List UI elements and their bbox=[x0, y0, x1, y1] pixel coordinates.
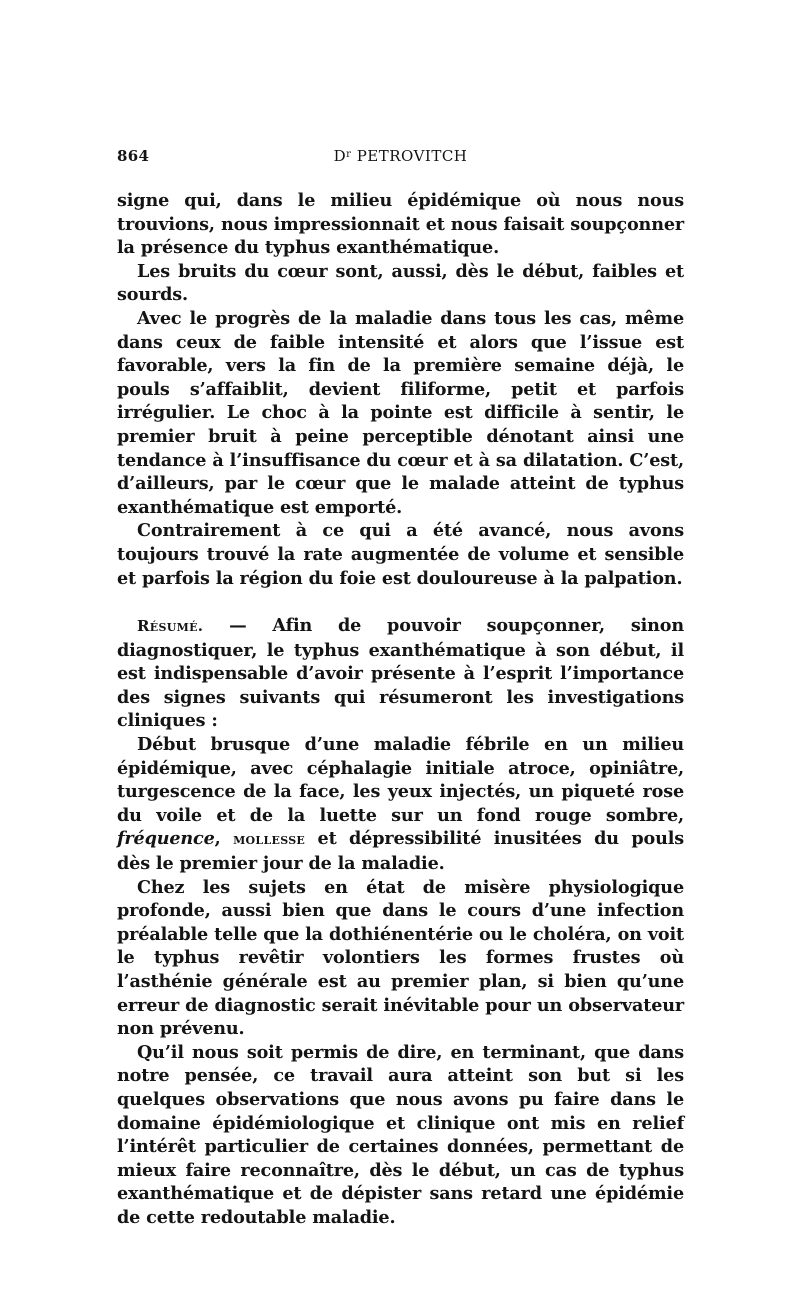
paragraph-misery: Chez les sujets en état de misère physiologique profonde, aussi bien que dans le cours d’une infection préalable telle que la dothiénentérie ou le choléra, on voit le typhus revêtir volontiers les formes frustes où l’asthénie générale est au premier plan, si bien qu’une erreur de diagnostic serait inévitable pour un observateur non prévenu. bbox=[117, 876, 684, 1040]
running-head bbox=[117, 147, 684, 165]
paragraph-debut bbox=[117, 733, 684, 876]
author-name: PETROVITCH bbox=[351, 147, 468, 165]
author-prefix: D bbox=[333, 147, 347, 165]
debut-comma: , bbox=[214, 828, 234, 850]
resume-label: Résumé. bbox=[137, 617, 204, 636]
paragraph-continuation: signe qui, dans le milieu épidémique où nous nous trouvions, nous impressionnait et nous faisait soupçonner la présence du typhus exanthématique. bbox=[117, 190, 684, 259]
frequence-emphasis: fréquence bbox=[117, 828, 215, 850]
resume-text: — Afin de pouvoir soupçonner, sinon diagnostiquer, le typhus exanthématique à son début, il est indispensable d’avoir présente à l’esprit l’importance des signes suivants qui résumeront les investigations cliniques : bbox=[117, 615, 684, 732]
paragraph-heart-sounds: Les bruits du cœur sont, aussi, dès le début, faibles et sourds. bbox=[117, 260, 684, 306]
author-title-sup: r bbox=[346, 149, 352, 160]
paragraph-pulse: Avec le progrès de la maladie dans tous les cas, même dans ceux de faible intensité et alors que l’issue est favorable, vers la fin de la première semaine déjà, le pouls s’affaiblit, devient filiforme, petit et parfois irrégulier. Le choc à la pointe est difficile à sentir, le premier bruit à peine perceptible dénotant ainsi une tendance à l’insuffisance du cœur et à sa dilatation. C’est, d’ailleurs, par le cœur que le malade atteint de typhus exanthématique est emporté. bbox=[117, 307, 684, 518]
body-text bbox=[117, 189, 684, 1230]
paragraph-conclusion: Qu’il nous soit permis de dire, en terminant, que dans notre pensée, ce travail aura atteint son but si les quelques observations que nous avons pu faire dans le domaine épidémiologique et clinique ont mis en relief l’intérêt particulier de certaines données, permettant de mieux faire reconnaître, dès le début, un cas de typhus exanthématique et de dépister sans retard une épidémie de cette redoutable maladie. bbox=[117, 1041, 684, 1228]
debut-part1: Début brusque d’une maladie fébrile en un milieu épidémique, avec céphalagie initiale atroce, opiniâtre, turgescence de la face, les yeux injectés, un piqueté rose du voile et de la luette sur un fond rouge sombre, bbox=[117, 734, 684, 826]
paragraph-spleen: Contrairement à ce qui a été avancé, nous avons toujours trouvé la rate augmentée de volume et sensible et parfois la région du foie est douloureuse à la palpation. bbox=[117, 520, 684, 589]
book-page bbox=[117, 143, 684, 1230]
mollesse-smallcaps: mollesse bbox=[233, 830, 306, 849]
debut-part2: et dépressibilité inusitées du pouls dès le premier jour de la maladie. bbox=[117, 828, 684, 875]
paragraph-resume bbox=[117, 614, 684, 733]
page-header bbox=[117, 143, 684, 173]
page-number: 864 bbox=[117, 147, 150, 165]
